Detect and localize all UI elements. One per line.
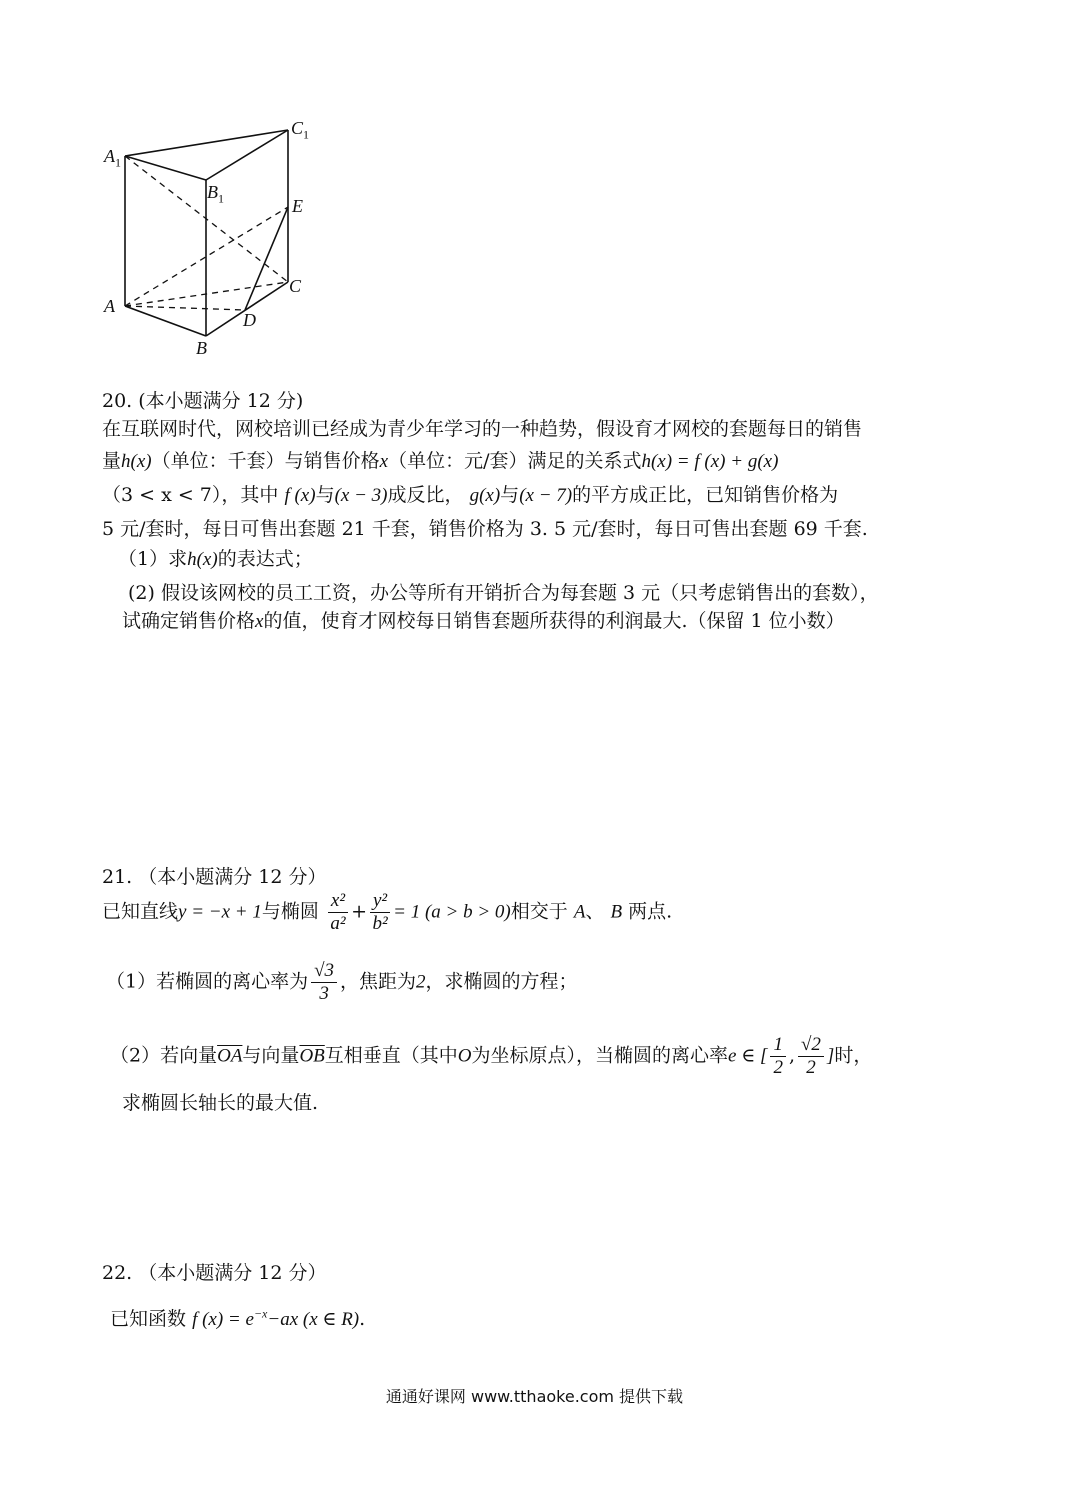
q21-heading: 21. （本小题满分 12 分）	[102, 866, 327, 888]
edge-A1B1	[125, 156, 206, 180]
label-D: D	[243, 310, 256, 330]
edge-AD-dashed	[125, 306, 245, 310]
label-C: C	[289, 276, 302, 296]
prism-figure	[95, 110, 335, 370]
fraction-1-2: $\frac{1}{2}$	[770, 1034, 786, 1079]
fraction-x2-a2: $\frac{\text{x²}}{\text{a²}}$	[328, 890, 348, 935]
label-E: E	[292, 196, 303, 216]
q20-part1: （1）求h(x)的表达式；	[118, 548, 313, 570]
edge-AB	[125, 306, 206, 336]
fraction-sqrt2-2: $\frac{√2}{2}$	[798, 1034, 824, 1079]
q22-heading: 22. （本小题满分 12 分）	[102, 1262, 327, 1284]
q20-heading: 20. (本小题满分 12 分)	[102, 390, 304, 412]
label-B: B	[196, 338, 207, 358]
q22-line1: 已知函数 f $(x) = e^{-x}-ax$ (x ∈ R).	[110, 1306, 366, 1330]
q20-part2-line1: (2) 假设该网校的员工工资，办公等所有开销折合为每套题 3 元（只考虑销售出的套数），	[128, 582, 879, 604]
fraction-sqrt3-3: $\frac{√3}{3}$	[311, 960, 337, 1005]
q20-line3: （3 < x < 7），其中 f (x)与(x − 3)成反比， g(x)与(x − 7)的平方成正比，已知销售价格为	[102, 484, 839, 506]
q21-line1: 已知直线y = −x + 1与椭圆 $\frac{\text{x²}}{\text{a²}}$ + $\frac{\text{y²}}{\text{b²}}$ = 1 (a > b > 0)相交于 A、 B 两点.	[102, 890, 673, 934]
q20-line1: 在互联网时代，网校培训已经成为青少年学习的一种趋势，假设育才网校的套题每日的销售	[102, 418, 863, 440]
q21-part1: （1）若椭圆的离心率为 $\frac{√3}{3}$ ，焦距为2，求椭圆的方程；	[106, 960, 578, 1004]
footer-download-notice: 通通好课网 www.tthaoke.com 提供下载	[385, 1387, 684, 1406]
q20-line2: 量h(x)（单位：千套）与销售价格x（单位：元/套）满足的关系式h(x) = f (x) + g(x)	[102, 450, 779, 472]
q20-part2-line2: 试确定销售价格x的值，使育才网校每日销售套题所获得的利润最大.（保留 1 位小数）	[122, 610, 845, 632]
q21-part2: （2）若向量$\overline{OA}$与向量$\overline{OB}$互相垂直（其中O为坐标原点），当椭圆的离心率e ∈ [ $\frac{1}{2}$ , $\frac{√2}{2}$ ]时，	[110, 1034, 873, 1078]
vector-OA: $\overline{OA}$	[217, 1045, 243, 1067]
label-B1: $B_1$	[207, 182, 224, 206]
label-A1: $A_1$	[104, 146, 121, 170]
label-C1: $C_1$	[291, 118, 310, 142]
vector-OB: $\overline{OB}$	[299, 1045, 325, 1067]
label-A: A	[104, 296, 115, 316]
edge-A1C1	[125, 130, 288, 156]
edge-B1C1	[206, 130, 288, 180]
q21-part2-line2: 求椭圆长轴长的最大值.	[122, 1092, 319, 1114]
edge-DE	[245, 207, 288, 310]
fraction-y2-b2: $\frac{\text{y²}}{\text{b²}}$	[370, 890, 390, 935]
q20-line4: 5 元/套时，每日可售出套题 21 千套，销售价格为 3. 5 元/套时，每日可售出套题 69 千套.	[102, 518, 868, 540]
